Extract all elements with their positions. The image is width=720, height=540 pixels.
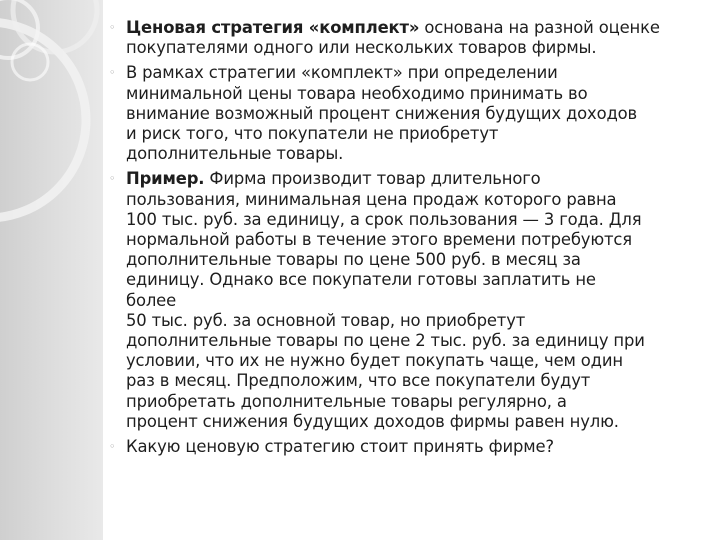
text-segment: дополнительные товары. [126,144,344,164]
text-line [126,230,702,250]
text-segment: пользования, минимальная цена продаж которого равна [126,189,617,209]
text-line [126,38,702,58]
decorative-sidebar [0,0,103,540]
text-segment: основана на разной оценке [419,18,660,37]
text-segment: минимальной цены товара необходимо принимать во [126,83,588,103]
text-segment: В рамках стратегии «комплект» при определении [126,63,558,83]
text-segment: Какую ценовую стратегию стоит принять фирме? [126,437,554,457]
text-line [126,250,702,270]
text-segment: нормальной работы в течение этого времени потребуются [126,230,632,250]
text-segment: 50 тыс. руб. за основной товар, но приобретут [126,310,526,330]
text-segment: внимание возможный процент снижения будущих доходов [126,103,638,123]
paragraph [106,63,702,164]
paragraph [106,169,702,432]
text-line [126,144,702,164]
text-line [126,412,702,432]
slide-text [106,18,702,462]
bold-text: Пример. [126,169,205,189]
text-segment: процент снижения будущих доходов фирмы равен нулю. [126,411,619,431]
text-segment: Фирма производит товар длительного [204,169,541,189]
bullet-icon: ◦ [109,172,116,186]
text-line [126,437,702,457]
text-line [126,371,702,391]
text-line [126,169,702,189]
text-segment: и риск того, что покупатели не приобретут [126,124,499,144]
text-line [126,270,702,290]
bold-text: Ценовая стратегия «комплект» [126,18,420,37]
text-segment: условии, что их не нужно будет покупать чаще, чем один [126,351,623,371]
text-segment: приобретать дополнительные товары регулярно, а [126,391,567,411]
text-segment: дополнительные товары по цене 500 руб. в месяц за [126,250,581,270]
bullet-icon: ◦ [109,66,116,80]
text-line [126,392,702,412]
text-line [126,210,702,230]
decorative-circles [0,0,103,540]
text-line [126,124,702,144]
text-line [126,84,702,104]
text-segment: более [126,290,177,310]
paragraph [106,437,702,457]
text-line [126,63,702,83]
paragraph [106,18,702,58]
bullet-icon: ◦ [109,21,116,34]
text-segment: 100 тыс. руб. за единицу, а срок пользования — 3 года. Для [126,209,642,229]
text-segment: единицу. Однако все покупатели готовы заплатить не [126,270,596,290]
text-line [126,190,702,210]
text-segment: покупателями одного или нескольких товаров фирмы. [126,38,597,58]
text-line [126,18,702,38]
text-line [126,311,702,331]
text-segment: дополнительные товары по цене 2 тыс. руб. за единицу при [126,331,645,351]
text-line [126,104,702,124]
text-line [126,291,702,311]
text-line [126,331,702,351]
bullet-icon: ◦ [109,440,116,454]
text-line [126,351,702,371]
text-segment: раз в месяц. Предположим, что все покупатели будут [126,371,591,391]
